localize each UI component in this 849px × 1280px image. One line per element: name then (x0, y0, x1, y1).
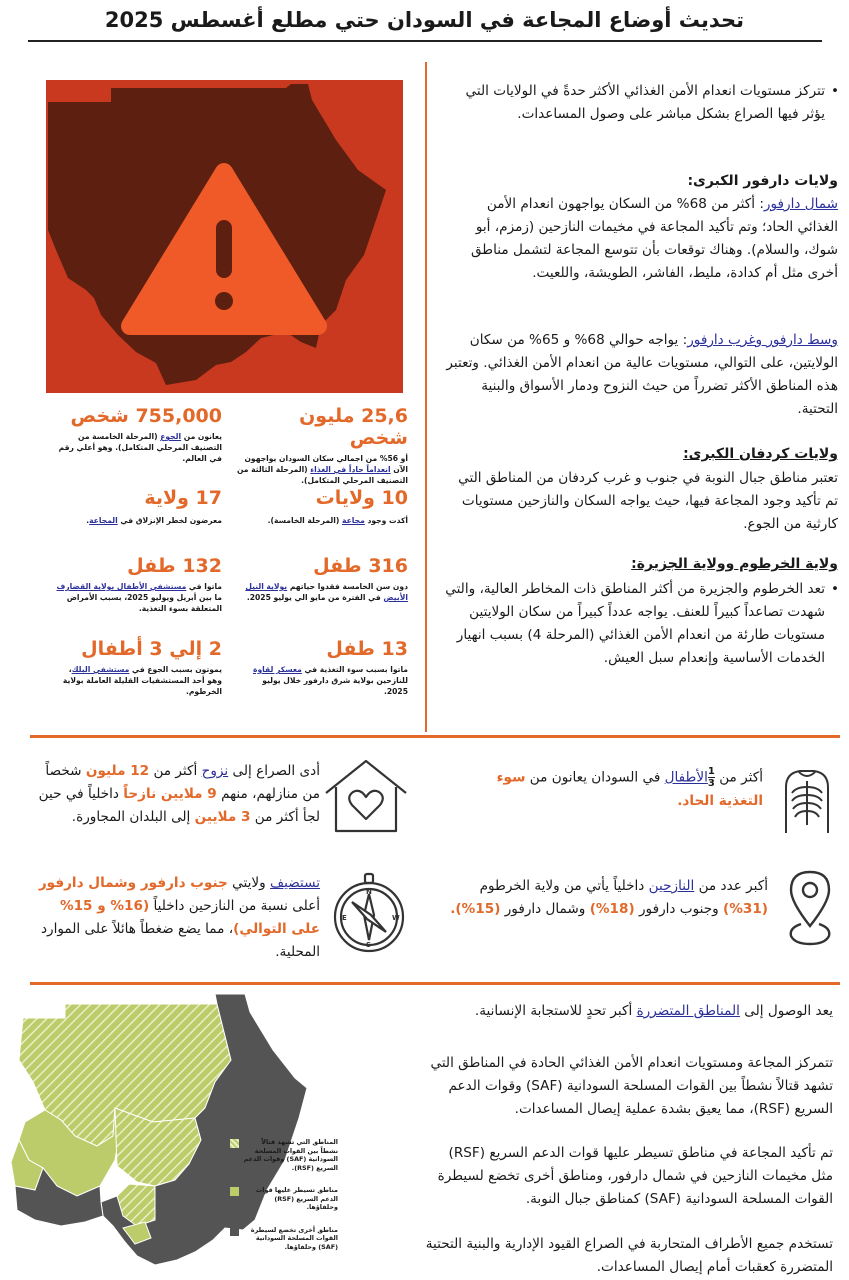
svg-text:N: N (366, 888, 372, 896)
section-divider (30, 982, 840, 985)
stat-number: 755,000 شخص (70, 405, 222, 427)
page-title: تحديث أوضاع المجاعة في السودان حتي مطلع أغسطس 2025 (104, 8, 745, 32)
home-heart-icon (322, 757, 410, 835)
children-malnutrition-fact: أكثر من $\frac{1}{3}$ الأطفال في السودان يعانون من سوء التغذية الحاد. (496, 766, 763, 809)
access-paragraph-1: يعد الوصول إلى المناطق المتضررة أكبر تحدٍ للاستجابة الإنسانية. (474, 1003, 833, 1019)
stat-description: أكدت وجود مجاعة (المرحلة الخامسة). (267, 516, 408, 525)
stat-description: ماتوا بسبب سوء التغذية في معسكر لقاوة للنازحين بولاية شرق دارفور خلال يوليو 2025. (252, 665, 408, 696)
stat-number: 316 طفل (313, 555, 408, 577)
legend-item (230, 1138, 338, 1172)
stats-grid (52, 405, 408, 725)
location-pin-icon (785, 868, 835, 948)
svg-text:S: S (366, 941, 372, 949)
khartoum-heading[interactable]: ولاية الخرطوم وولاية الجزيرة: (631, 556, 838, 572)
stat-number: 132 طفل (127, 555, 222, 577)
legend-swatch-green (230, 1187, 239, 1196)
map-legend (230, 1138, 338, 1251)
legend-swatch-gray (230, 1227, 239, 1236)
stat-number: 17 ولاية (144, 487, 222, 509)
central-darfur-link[interactable]: وسط دارفور وغرب دارفور (687, 332, 838, 348)
stat-card (236, 638, 408, 697)
stat-link[interactable]: المجاعة (89, 516, 118, 525)
displacement-fact: أدى الصراع إلى نزوح أكثر من 12 مليون شخصاً من منازلهم، منهم 9 ملايين نازحاً داخلياً في حين لجأ أكثر من 3 ملايين إلى البلدان المجاورة. (38, 763, 320, 825)
access-paragraph-4: تستخدم جميع الأطراف المتحاربة في الصراع القيود الإدارية والبنية التحتية المتضررة كعقبات أمام إيصال المساعدات. (425, 1236, 833, 1275)
idp-link[interactable]: النازحين (648, 878, 695, 894)
legend-label: مناطق تسيطر عليها قوات الدعم السريع (RSF) وحلفاؤها. (255, 1186, 338, 1211)
legend-item (230, 1226, 338, 1252)
stat-description: دون سن الخامسة فقدوا حياتهم بولاية النيل الأبيض في الفترة من مايو الي يوليو 2025. (245, 582, 408, 602)
intro-text: تتركز مستويات انعدام الأمن الغذائي الأكثر حدةً في الولايات التي يؤثر فيها الصراع بشكل مباشر على وصول المساعدات. (465, 83, 825, 122)
stat-description: يعانون من الجوع (المرحلة الخامسة من التصنيف المرحلي المتكامل). وهو أعلي رقم في العالم. (58, 432, 222, 463)
affected-areas-link[interactable]: المناطق المتضررة (636, 1003, 740, 1019)
stat-card (236, 405, 408, 486)
stat-card (52, 405, 222, 464)
central-darfur-paragraph (445, 329, 838, 421)
stat-link[interactable]: الجوع (160, 432, 182, 441)
stat-number: 10 ولايات (315, 487, 408, 509)
stat-number: 13 طفل (326, 638, 408, 660)
svg-text:E: E (342, 914, 347, 922)
section-divider (30, 735, 840, 738)
vertical-divider (425, 62, 427, 732)
stat-card (236, 487, 408, 526)
stat-card (52, 638, 222, 697)
title-underline (28, 40, 822, 42)
stat-card (52, 487, 222, 526)
north-darfur-paragraph (445, 193, 838, 285)
host-states-fact: تستضيف ولايتي جنوب دارفور وشمال دارفور أعلى نسبة من النازحين داخلياً (16% و 15% على التوالي)، مما يضع ضغطاً هائلاً على الموارد المحلية. (38, 875, 320, 960)
access-paragraph-3: تم تأكيد المجاعة في مناطق تسيطر عليها قوات الدعم السريع (RSF) مثل مخيمات النازحين في شمال دارفور، ومناطق أخرى تخضع لسيطرة القوات المسلحة السودانية (SAF) كمناطق جبال النوبة. (437, 1145, 833, 1207)
stat-link[interactable]: معسكر لقاوة (252, 665, 302, 674)
darfur-heading: ولايات دارفور الكبرى: (687, 173, 838, 189)
displacement-link[interactable]: نزوح (201, 763, 229, 779)
stat-link[interactable]: مستشفي الأطفال بولاية القضارف (56, 582, 187, 591)
stat-card (52, 555, 222, 614)
legend-label: المناطق التي تشهد قتالاً نشطاً بين القوات المسلحة السودانية (SAF) وقوات الدعم السريع (RSF). (243, 1138, 338, 1172)
legend-item (230, 1186, 338, 1212)
stat-description: أو 56% من اجمالي سكان السودان يواجهون الآن انعداماً حاداً في الغذاء (المرحلة الثالثة من التصنيف المرحلي المتكامل). (236, 454, 408, 485)
stat-link[interactable]: مستشفي البلك (71, 665, 130, 674)
children-link[interactable]: الأطفال (664, 769, 708, 786)
north-darfur-link[interactable]: شمال دارفور (763, 196, 838, 212)
stat-link[interactable]: انعداماً حاداً في الغذاء (310, 465, 391, 474)
stat-number: 25,6 مليون شخص (299, 405, 408, 449)
north-darfur-text: : أكثر من 68% من السكان يواجهون انعدام الأمن الغذائي الحاد؛ وتم تأكيد المجاعة في مخيمات النازحين (زمزم، أبو شوك، والسلام). وهناك توقعات بأن تتوسع المجاعة لتشمل مناطق أخرى مثل أم كدادة، مليط، الفاشر، الطويشة، واللعيت. (470, 196, 838, 281)
stat-link[interactable]: مجاعة (341, 516, 365, 525)
sudan-warning-banner (46, 80, 403, 393)
intro-bullet: • تتركز مستويات انعدام الأمن الغذائي الأكثر حدةً في الولايات التي يؤثر فيها الصراع بشكل مباشر على وصول المساعدات. (465, 83, 839, 122)
stat-description: معرضون لخطر الإنزلاق في المجاعة. (86, 516, 222, 525)
khartoum-text: تعد الخرطوم والجزيرة من أكثر المناطق ذات المخاطر العالية، والتي شهدت تصاعداً كبيراً للعنف. يواجه عدداً كبيراً من سكان الولايتين مستويات طارئة من انعدام الأمن الغذائي (المرحلة 4) بسبب انهيار الخدمات الأساسية وإنعدام سبل العيش. (445, 581, 825, 666)
legend-swatch-hatched (230, 1139, 239, 1148)
central-darfur-text: : يواجه حوالي 68% و 65% من سكان الولايتين، على التوالي، مستويات عالية من انعدام الأمن الغذائي. وتعتبر هذه المناطق الأكثر تضرراً من حيث النزوح ودمار الأسواق والبنية التحتية. (446, 332, 838, 417)
stat-description: ماتوا في مستشفي الأطفال بولاية القضارف ما بين أبريل ويوليو 2025، بسبب الأمراض المتعلقة بسوء التغذية. (56, 582, 222, 613)
khartoum-bullet: • تعد الخرطوم والجزيرة من أكثر المناطق ذات المخاطر العالية، والتي شهدت تصاعداً كبيراً للعنف. يواجه عدداً كبيراً من سكان الولايتين مستويات طارئة من انعدام الأمن الغذائي (المرحلة 4) بسبب انهيار الخدمات الأساسية وإنعدام سبل العيش. (445, 581, 839, 666)
host-link[interactable]: تستضيف (270, 875, 320, 891)
stat-description: يموتون بسبب الجوع في مستشفي البلك، وهو أحد المستشفيات القليلة العاملة بولاية الخرطوم. (62, 665, 222, 696)
kordofan-heading[interactable]: ولايات كردفان الكبرى: (683, 446, 838, 462)
stat-link[interactable]: بولاية النيل الأبيض (245, 582, 408, 602)
malnourished-body-icon (778, 765, 836, 835)
idp-origin-fact: أكبر عدد من النازحين داخلياً يأتي من ولاية الخرطوم (31%) وجنوب دارفور (18%) وشمال دارفور (15%). (450, 878, 768, 917)
kordofan-text: تعتبر مناطق جبال النوبة في جنوب و غرب كردفان من المناطق التي تم تأكيد وجود المجاعة فيها، حيث يواجه السكان والنازحين مستويات كارثية من الجوع. (458, 470, 838, 532)
sudan-silhouette-map (46, 80, 403, 393)
legend-label: مناطق أخرى تخضع لسيطرة القوات المسلحة السودانية (SAF) وحلفاؤها. (250, 1225, 338, 1251)
stat-number: 2 إلي 3 أطفال (81, 638, 222, 660)
svg-text:W: W (392, 914, 400, 922)
stat-card (236, 555, 408, 603)
fraction-one-third: $\frac{1}{3}$ (707, 766, 715, 789)
compass-icon (330, 870, 408, 956)
access-paragraph-2: تتمركز المجاعة ومستويات انعدام الأمن الغذائي الحادة في المناطق التي تشهد قتالاً نشطاً بين القوات المسلحة السودانية (SAF) وقوات الدعم السريع (RSF)، مما يعيق بشدة عملية إيصال المساعدات. (430, 1055, 833, 1117)
